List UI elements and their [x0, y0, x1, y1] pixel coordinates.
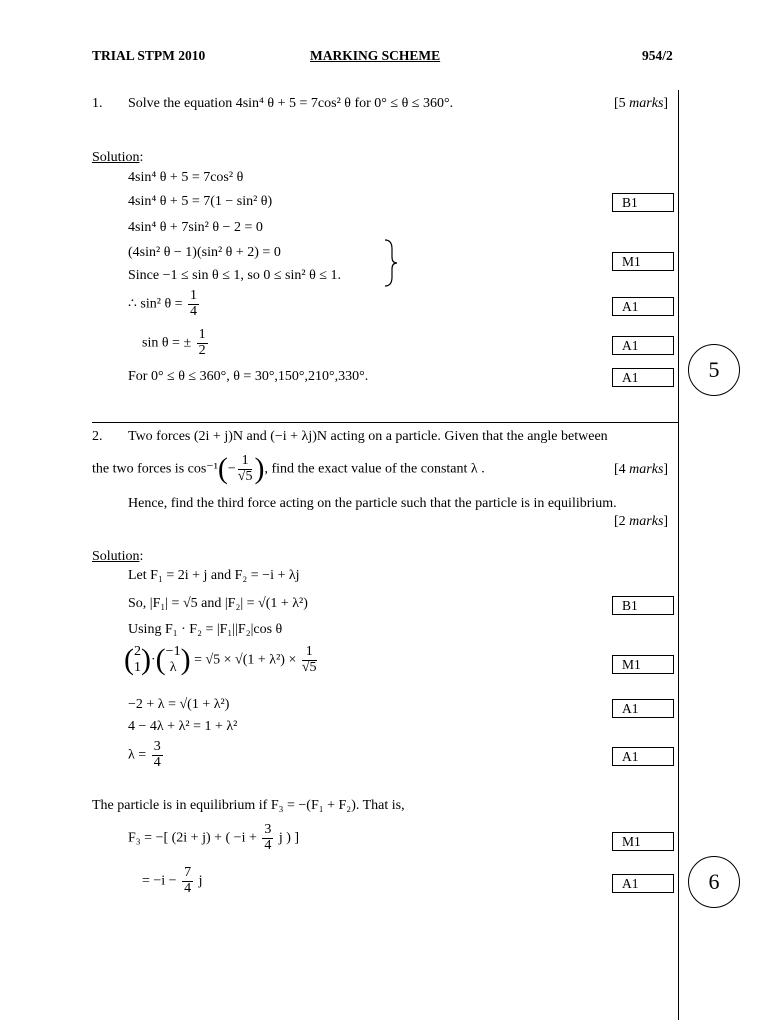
q1-line-4: (4sin² θ − 1)(sin² θ + 2) = 0 [128, 245, 281, 260]
mark-box: M1 [612, 252, 674, 271]
q2-line-let: Let F₁ = 2i + j and F₂ = −i + λj [128, 568, 300, 583]
q2-line-lambda: λ = $\frac{3}{4}$ [128, 739, 161, 770]
mark-box: A1 [612, 874, 674, 893]
q2-line-using: Using F₁ · F₂ = |F₁||F₂|cos θ [128, 622, 283, 637]
q1-line-6: ∴ sin² θ = $\frac{1}{4}$ [128, 288, 198, 319]
q1-line-1: 4sin⁴ θ + 5 = 7cos² θ [128, 170, 244, 185]
q2-marks-1: [4 marks] [614, 462, 669, 477]
q2-total-circle: 6 [688, 856, 740, 908]
q1-line-2: 4sin⁴ θ + 5 = 7(1 − sin² θ) [128, 194, 273, 209]
q2-line-3: Hence, find the third force acting on the particle such that the particle is in equilibrium. [128, 496, 617, 511]
q2-line-eq1: −2 + λ = √(1 + λ²) [128, 697, 230, 712]
q1-line-5: Since −1 ≤ sin θ ≤ 1, so 0 ≤ sin² θ ≤ 1. [128, 268, 341, 283]
q1-line-3: 4sin⁴ θ + 7sin² θ − 2 = 0 [128, 220, 263, 235]
mark-box: A1 [612, 699, 674, 718]
q2-line-dot-product: (2 1)·(−1 λ ) = √5 × √(1 + λ²) × $\frac{1}{√5}$ [124, 643, 317, 677]
q1-question: Solve the equation 4sin⁴ θ + 5 = 7cos² θ for 0° ≤ θ ≤ 360°. [128, 96, 454, 111]
margin-rule [678, 90, 679, 1020]
header-center: MARKING SCHEME [310, 48, 441, 63]
q2-number: 2. [92, 429, 103, 444]
header-right: 954/2 [642, 48, 673, 63]
q1-number: 1. [92, 96, 103, 111]
mark-box: A1 [612, 747, 674, 766]
mark-box: B1 [612, 596, 674, 615]
q1-line-7: sin θ = ± $\frac{1}{2}$ [142, 327, 206, 358]
mark-box: M1 [612, 832, 674, 851]
q1-total-circle: 5 [688, 344, 740, 396]
mark-box: B1 [612, 193, 674, 212]
q1-marks: [5 marks] [614, 96, 669, 111]
q2-equilibrium-text: The particle is in equilibrium if F₃ = −(F₁ + F₂). That is, [92, 798, 405, 813]
mark-box: A1 [612, 336, 674, 355]
q1-line-8: For 0° ≤ θ ≤ 360°, θ = 30°,150°,210°,330°. [128, 369, 369, 384]
q2-line-2: the two forces is cos⁻¹(− $\frac{1}{√5}$ ), find the exact value of the constant λ . [92, 452, 485, 486]
header-left: TRIAL STPM 2010 [92, 48, 206, 63]
q2-f3-line-1: F₃ = −[ (2i + j) + ( −i + $\frac{3}{4}$ j ) ] [128, 822, 300, 853]
q1-solution-label: Solution: [92, 150, 144, 165]
mark-box: A1 [612, 297, 674, 316]
mark-box: M1 [612, 655, 674, 674]
grouping-brace [384, 239, 398, 287]
q2-line-so: So, |F₁| = √5 and |F₂| = √(1 + λ²) [128, 596, 308, 611]
q2-line-eq2: 4 − 4λ + λ² = 1 + λ² [128, 719, 238, 734]
mark-box: A1 [612, 368, 674, 387]
q2-f3-line-2: = −i − $\frac{7}{4}$ j [142, 865, 203, 896]
q2-line-1: Two forces (2i + j)N and (−i + λj)N acting on a particle. Given that the angle between [128, 429, 608, 444]
q2-marks-2: [2 marks] [614, 514, 669, 529]
question-divider [92, 422, 678, 423]
q2-solution-label: Solution: [92, 549, 144, 564]
